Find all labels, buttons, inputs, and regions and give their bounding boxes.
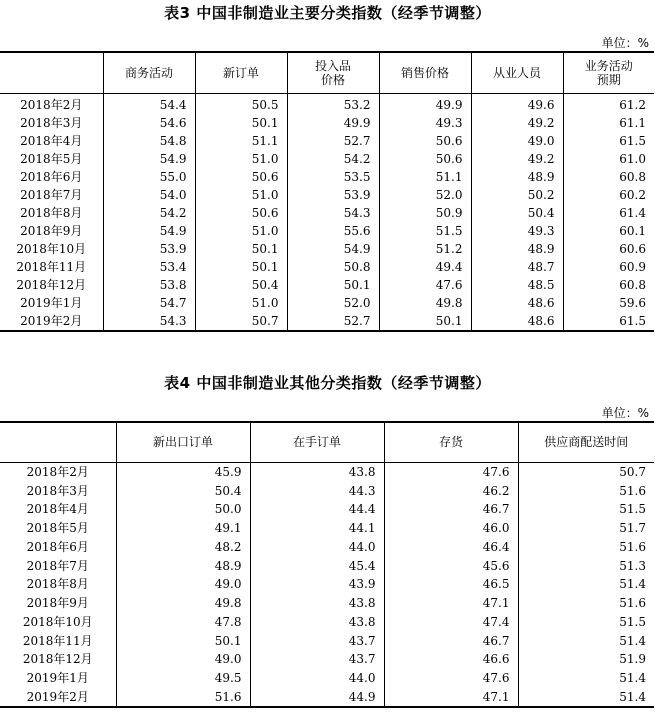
table-row bbox=[0, 186, 654, 204]
table-cell: 50.1 bbox=[195, 240, 287, 258]
row-label: 2018年4月 bbox=[20, 133, 83, 148]
table4-header-cell: 新出口订单 bbox=[116, 422, 250, 462]
table-cell: 50.7 bbox=[518, 462, 654, 481]
table-cell: 50.4 bbox=[195, 276, 287, 294]
table-cell: 50.9 bbox=[379, 204, 471, 222]
table-cell: 61.4 bbox=[563, 204, 654, 222]
table-cell: 43.8 bbox=[250, 594, 384, 613]
table-cell: 49.1 bbox=[116, 519, 250, 538]
table-cell: 49.8 bbox=[116, 594, 250, 613]
table-cell: 49.5 bbox=[116, 669, 250, 688]
table-cell: 51.4 bbox=[518, 575, 654, 594]
table-cell: 60.8 bbox=[563, 168, 654, 186]
table3-header-cell: 投入品 价格 bbox=[287, 52, 379, 93]
table-cell: 51.4 bbox=[518, 669, 654, 688]
table-cell: 61.5 bbox=[563, 132, 654, 150]
table-cell: 47.1 bbox=[384, 688, 518, 708]
row-label: 2018年11月 bbox=[16, 259, 87, 274]
table-cell: 51.4 bbox=[518, 688, 654, 708]
table-cell: 43.9 bbox=[250, 575, 384, 594]
table-cell: 60.2 bbox=[563, 186, 654, 204]
table-row bbox=[0, 114, 654, 132]
table-cell: 47.6 bbox=[384, 462, 518, 481]
table-cell: 54.8 bbox=[103, 132, 195, 150]
table-cell: 52.0 bbox=[379, 186, 471, 204]
table-cell: 52.0 bbox=[287, 294, 379, 312]
table-cell: 43.8 bbox=[250, 462, 384, 481]
table-row bbox=[0, 312, 654, 331]
table-cell: 59.6 bbox=[563, 294, 654, 312]
table-cell: 50.6 bbox=[195, 168, 287, 186]
table-cell: 54.9 bbox=[103, 222, 195, 240]
table-cell: 50.4 bbox=[471, 204, 563, 222]
table-cell: 50.1 bbox=[116, 631, 250, 650]
table-cell: 52.7 bbox=[287, 312, 379, 331]
table-cell: 43.8 bbox=[250, 613, 384, 632]
table-row bbox=[0, 575, 654, 594]
table-cell: 54.9 bbox=[103, 150, 195, 168]
table-cell: 55.6 bbox=[287, 222, 379, 240]
table-cell: 44.1 bbox=[250, 519, 384, 538]
table-cell: 54.2 bbox=[103, 204, 195, 222]
table4-header-cell bbox=[0, 422, 116, 462]
row-label: 2019年2月 bbox=[26, 689, 89, 704]
table-row bbox=[0, 650, 654, 669]
table-row bbox=[0, 688, 654, 708]
table-cell: 50.4 bbox=[116, 481, 250, 500]
table-cell: 43.7 bbox=[250, 650, 384, 669]
table-cell: 48.6 bbox=[471, 312, 563, 331]
table3-title: 表3 中国非制造业主要分类指数（经季节调整） bbox=[164, 4, 491, 22]
table-cell: 47.6 bbox=[384, 669, 518, 688]
table-cell: 51.0 bbox=[195, 222, 287, 240]
table-cell: 47.4 bbox=[384, 613, 518, 632]
table-row bbox=[0, 538, 654, 557]
table3-header bbox=[0, 52, 654, 93]
table-cell: 50.1 bbox=[379, 312, 471, 331]
table4-title: 表4 中国非制造业其他分类指数（经季节调整） bbox=[164, 374, 491, 392]
row-label: 2018年2月 bbox=[26, 464, 89, 479]
table-cell: 51.2 bbox=[379, 240, 471, 258]
table-cell: 54.3 bbox=[103, 312, 195, 331]
table-row bbox=[0, 613, 654, 632]
table-cell: 49.8 bbox=[379, 294, 471, 312]
row-label: 2019年1月 bbox=[20, 295, 83, 310]
table-cell: 50.5 bbox=[195, 93, 287, 114]
table-cell: 55.0 bbox=[103, 168, 195, 186]
row-label: 2018年8月 bbox=[26, 577, 89, 592]
table-cell: 50.6 bbox=[379, 132, 471, 150]
table-cell: 44.4 bbox=[250, 500, 384, 519]
table-cell: 50.0 bbox=[116, 500, 250, 519]
table-row bbox=[0, 519, 654, 538]
table-cell: 44.3 bbox=[250, 481, 384, 500]
table-cell: 50.1 bbox=[195, 114, 287, 132]
table-cell: 48.5 bbox=[471, 276, 563, 294]
table4 bbox=[0, 421, 654, 708]
table-cell: 51.6 bbox=[116, 688, 250, 708]
table-cell: 49.0 bbox=[116, 575, 250, 594]
table4-header-cell: 存货 bbox=[384, 422, 518, 462]
table-cell: 51.0 bbox=[195, 186, 287, 204]
table-cell: 54.0 bbox=[103, 186, 195, 204]
table-cell: 44.9 bbox=[250, 688, 384, 708]
table-cell: 50.6 bbox=[195, 204, 287, 222]
table-cell: 51.0 bbox=[195, 150, 287, 168]
table-cell: 53.9 bbox=[103, 240, 195, 258]
table-cell: 54.3 bbox=[287, 204, 379, 222]
table3-header-cell: 商务活动 bbox=[103, 52, 195, 93]
table-cell: 48.9 bbox=[116, 556, 250, 575]
table3-unit-label: 单位：% bbox=[601, 36, 649, 50]
table-cell: 51.3 bbox=[518, 556, 654, 575]
row-label: 2018年8月 bbox=[20, 205, 83, 220]
table-row bbox=[0, 500, 654, 519]
table-cell: 51.7 bbox=[518, 519, 654, 538]
table-cell: 53.8 bbox=[103, 276, 195, 294]
row-label: 2019年2月 bbox=[20, 313, 83, 328]
table-cell: 53.4 bbox=[103, 258, 195, 276]
table-cell: 60.1 bbox=[563, 222, 654, 240]
table4-header-cell: 在手订单 bbox=[250, 422, 384, 462]
table-cell: 49.2 bbox=[471, 114, 563, 132]
table-cell: 51.5 bbox=[518, 613, 654, 632]
table-cell: 46.4 bbox=[384, 538, 518, 557]
table-cell: 52.7 bbox=[287, 132, 379, 150]
table-row bbox=[0, 168, 654, 186]
row-label: 2018年12月 bbox=[22, 652, 93, 667]
row-label: 2018年7月 bbox=[20, 187, 83, 202]
table-cell: 51.6 bbox=[518, 538, 654, 557]
table-row bbox=[0, 132, 654, 150]
row-label: 2018年10月 bbox=[16, 241, 87, 256]
table-cell: 60.6 bbox=[563, 240, 654, 258]
table-row bbox=[0, 240, 654, 258]
row-label: 2018年11月 bbox=[22, 633, 93, 648]
table-cell: 48.9 bbox=[471, 168, 563, 186]
table-cell: 54.2 bbox=[287, 150, 379, 168]
table-cell: 49.4 bbox=[379, 258, 471, 276]
table3-header-cell: 新订单 bbox=[195, 52, 287, 93]
table-row bbox=[0, 481, 654, 500]
table-cell: 44.0 bbox=[250, 538, 384, 557]
table-cell: 61.2 bbox=[563, 93, 654, 114]
table-cell: 51.6 bbox=[518, 481, 654, 500]
table-row bbox=[0, 294, 654, 312]
table-cell: 49.9 bbox=[379, 93, 471, 114]
table-cell: 61.0 bbox=[563, 150, 654, 168]
table-cell: 46.7 bbox=[384, 631, 518, 650]
row-label: 2018年5月 bbox=[26, 521, 89, 536]
table-row bbox=[0, 594, 654, 613]
table-cell: 45.9 bbox=[116, 462, 250, 481]
table-cell: 49.3 bbox=[471, 222, 563, 240]
table-cell: 50.2 bbox=[471, 186, 563, 204]
table-cell: 60.9 bbox=[563, 258, 654, 276]
table-row bbox=[0, 258, 654, 276]
row-label: 2018年3月 bbox=[26, 483, 89, 498]
table-cell: 54.7 bbox=[103, 294, 195, 312]
table-cell: 48.2 bbox=[116, 538, 250, 557]
table-cell: 46.0 bbox=[384, 519, 518, 538]
table-row bbox=[0, 631, 654, 650]
table-cell: 45.4 bbox=[250, 556, 384, 575]
table-row bbox=[0, 276, 654, 294]
table-cell: 51.4 bbox=[518, 631, 654, 650]
table-cell: 44.0 bbox=[250, 669, 384, 688]
row-label: 2018年9月 bbox=[20, 223, 83, 238]
table-cell: 51.5 bbox=[518, 500, 654, 519]
table-cell: 54.4 bbox=[103, 93, 195, 114]
row-label: 2018年6月 bbox=[26, 539, 89, 554]
table-cell: 47.6 bbox=[379, 276, 471, 294]
table-cell: 61.5 bbox=[563, 312, 654, 331]
table-cell: 61.1 bbox=[563, 114, 654, 132]
table-row bbox=[0, 93, 654, 114]
table3-header-cell bbox=[0, 52, 103, 93]
table-cell: 54.9 bbox=[287, 240, 379, 258]
table3 bbox=[0, 51, 654, 332]
row-label: 2019年1月 bbox=[26, 671, 89, 686]
table-cell: 49.0 bbox=[471, 132, 563, 150]
table3-header-cell: 销售价格 bbox=[379, 52, 471, 93]
table-cell: 50.1 bbox=[195, 258, 287, 276]
table-cell: 46.2 bbox=[384, 481, 518, 500]
row-label: 2018年2月 bbox=[20, 97, 83, 112]
table-cell: 51.1 bbox=[379, 168, 471, 186]
table-cell: 51.9 bbox=[518, 650, 654, 669]
table-row bbox=[0, 462, 654, 481]
table-cell: 50.8 bbox=[287, 258, 379, 276]
table-cell: 47.8 bbox=[116, 613, 250, 632]
table-cell: 48.6 bbox=[471, 294, 563, 312]
table-cell: 53.9 bbox=[287, 186, 379, 204]
table-cell: 51.0 bbox=[195, 294, 287, 312]
row-label: 2018年9月 bbox=[26, 596, 89, 611]
table-cell: 49.0 bbox=[116, 650, 250, 669]
row-label: 2018年12月 bbox=[16, 277, 87, 292]
table-cell: 60.8 bbox=[563, 276, 654, 294]
table-cell: 43.7 bbox=[250, 631, 384, 650]
table-cell: 54.6 bbox=[103, 114, 195, 132]
table-cell: 50.1 bbox=[287, 276, 379, 294]
row-label: 2018年5月 bbox=[20, 151, 83, 166]
table-cell: 46.6 bbox=[384, 650, 518, 669]
table-cell: 49.2 bbox=[471, 150, 563, 168]
table-row bbox=[0, 222, 654, 240]
table-cell: 53.2 bbox=[287, 93, 379, 114]
table-cell: 51.1 bbox=[195, 132, 287, 150]
table-row bbox=[0, 150, 654, 168]
table3-header-cell: 从业人员 bbox=[471, 52, 563, 93]
table-cell: 47.1 bbox=[384, 594, 518, 613]
table-cell: 51.5 bbox=[379, 222, 471, 240]
table-cell: 49.9 bbox=[287, 114, 379, 132]
row-label: 2018年3月 bbox=[20, 115, 83, 130]
table-cell: 49.3 bbox=[379, 114, 471, 132]
row-label: 2018年7月 bbox=[26, 558, 89, 573]
table-cell: 53.5 bbox=[287, 168, 379, 186]
table-cell: 46.7 bbox=[384, 500, 518, 519]
row-label: 2018年6月 bbox=[20, 169, 83, 184]
table-row bbox=[0, 204, 654, 222]
table3-header-cell: 业务活动 预期 bbox=[563, 52, 654, 93]
table-row bbox=[0, 556, 654, 575]
table-cell: 50.6 bbox=[379, 150, 471, 168]
table4-header-cell: 供应商配送时间 bbox=[518, 422, 654, 462]
table-cell: 51.6 bbox=[518, 594, 654, 613]
table4-header bbox=[0, 422, 654, 462]
table4-body bbox=[0, 462, 654, 707]
table-cell: 49.6 bbox=[471, 93, 563, 114]
row-label: 2018年4月 bbox=[26, 502, 89, 517]
table-cell: 50.7 bbox=[195, 312, 287, 331]
table-cell: 48.7 bbox=[471, 258, 563, 276]
table3-body bbox=[0, 93, 654, 331]
row-label: 2018年10月 bbox=[22, 614, 93, 629]
table-cell: 46.5 bbox=[384, 575, 518, 594]
table-cell: 48.9 bbox=[471, 240, 563, 258]
table-cell: 45.6 bbox=[384, 556, 518, 575]
table4-unit-label: 单位：% bbox=[601, 406, 649, 420]
table-row bbox=[0, 669, 654, 688]
